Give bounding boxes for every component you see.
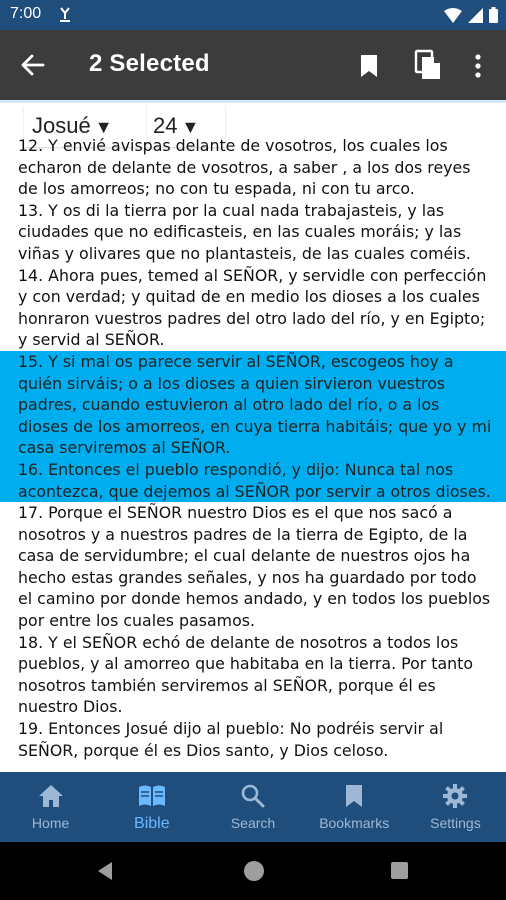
system-back-icon[interactable]: [96, 861, 114, 885]
battery-icon: [489, 7, 498, 27]
download-status-icon: [58, 6, 72, 28]
nav-label-settings: Settings: [430, 815, 481, 831]
system-home-icon[interactable]: [244, 861, 264, 881]
book-icon: [137, 784, 167, 811]
verse-item[interactable]: 15. Y si mal os parece servir al SEÑOR, escogeos hoy a quién sirváis; o a los dioses a quien sirvieron vuestros padres, cuando estuvieron al otro lado del río, o a los dioses de los amorreos, en cuya tierra habitáis; que yo y mi casa serviremos al SEÑOR.: [0, 351, 506, 459]
nav-label-search: Search: [230, 815, 276, 831]
nav-label-home: Home: [31, 815, 70, 831]
verse-item[interactable]: 17. Porque el SEÑOR nuestro Dios es el que nos sacó a nosotros y a nuestros padres de la tierra de Egipto, de la casa de servidumbre; el cual delante de nuestros ojos ha hecho estas grandes señales, y nos ha guardado por todo el camino por donde hemos andado, y en todos los pueblos por entre los cuales pasamos.: [18, 503, 491, 631]
bookmark-icon[interactable]: [356, 52, 382, 80]
nav-item-bible[interactable]: [101, 772, 202, 842]
system-recents-icon[interactable]: [391, 862, 408, 879]
signal-icon: [468, 8, 483, 27]
copy-icon[interactable]: [413, 49, 443, 81]
nav-item-bookmarks[interactable]: [304, 772, 405, 842]
wifi-icon: [444, 8, 462, 27]
verse-content[interactable]: [0, 136, 506, 772]
more-vert-icon[interactable]: [468, 51, 488, 81]
bookmark-icon: [345, 784, 363, 811]
verse-item[interactable]: 16. Entonces el pueblo respondió, y dijo: Nunca tal nos acontezca, que dejemos al SEÑOR por servir a otros dioses.: [0, 459, 506, 502]
home-icon: [38, 784, 64, 811]
nav-item-settings[interactable]: [405, 772, 506, 842]
verse-item[interactable]: 18. Y el SEÑOR echó de delante de nosotros a todos los pueblos, y al amorreo que habitaba en la tierra. Por tanto nosotros también serviremos al SEÑOR, porque él es nuestro Dios.: [18, 632, 474, 717]
verse-item[interactable]: 12. Y envié avispas delante de vosotros, los cuales los echaron de delante de vosotros, a saber , a los dos reyes de los amorreos; no con tu espada, ni con tu arco.: [18, 136, 471, 199]
verse-item[interactable]: 14. Ahora pues, temed al SEÑOR, y servidle con perfección y con verdad; y quitad de en medio los dioses a los cuales honraron vuestros padres del otro lado del río, y en Egipto; y servid al SEÑOR.: [18, 265, 487, 350]
book-selector-value: Josué: [32, 113, 91, 138]
app-bar: [0, 30, 506, 100]
back-arrow-icon[interactable]: [18, 51, 48, 79]
verse-item[interactable]: 19. Entonces Josué dijo al pueblo: No podréis servir al SEÑOR, porque él es Dios santo, y Dios celoso.: [18, 719, 444, 760]
bottom-navigation: [0, 772, 506, 842]
selection-count-title: 2 Selected: [89, 50, 210, 77]
nav-label-bookmarks: Bookmarks: [319, 815, 390, 831]
gear-icon: [443, 784, 467, 811]
status-bar: [0, 0, 506, 30]
nav-label-bible: Bible: [134, 815, 170, 832]
verse-list: [0, 135, 506, 761]
system-nav-bar: [0, 842, 506, 900]
search-icon: [241, 784, 265, 811]
dropdown-arrow-icon: ▼: [181, 117, 200, 137]
verse-item[interactable]: 13. Y os di la tierra por la cual nada trabajasteis, y las ciudades que no edificasteis, en las cuales moráis; y las viñas y olivares que no plantasteis, de las cuales coméis.: [18, 200, 471, 263]
status-icons: [444, 7, 498, 27]
dropdown-arrow-icon: ▼: [94, 117, 113, 137]
status-time: 7:00: [10, 5, 42, 22]
nav-item-home[interactable]: [0, 772, 101, 842]
nav-item-search[interactable]: [202, 772, 303, 842]
chapter-selector-value: 24: [153, 113, 178, 138]
